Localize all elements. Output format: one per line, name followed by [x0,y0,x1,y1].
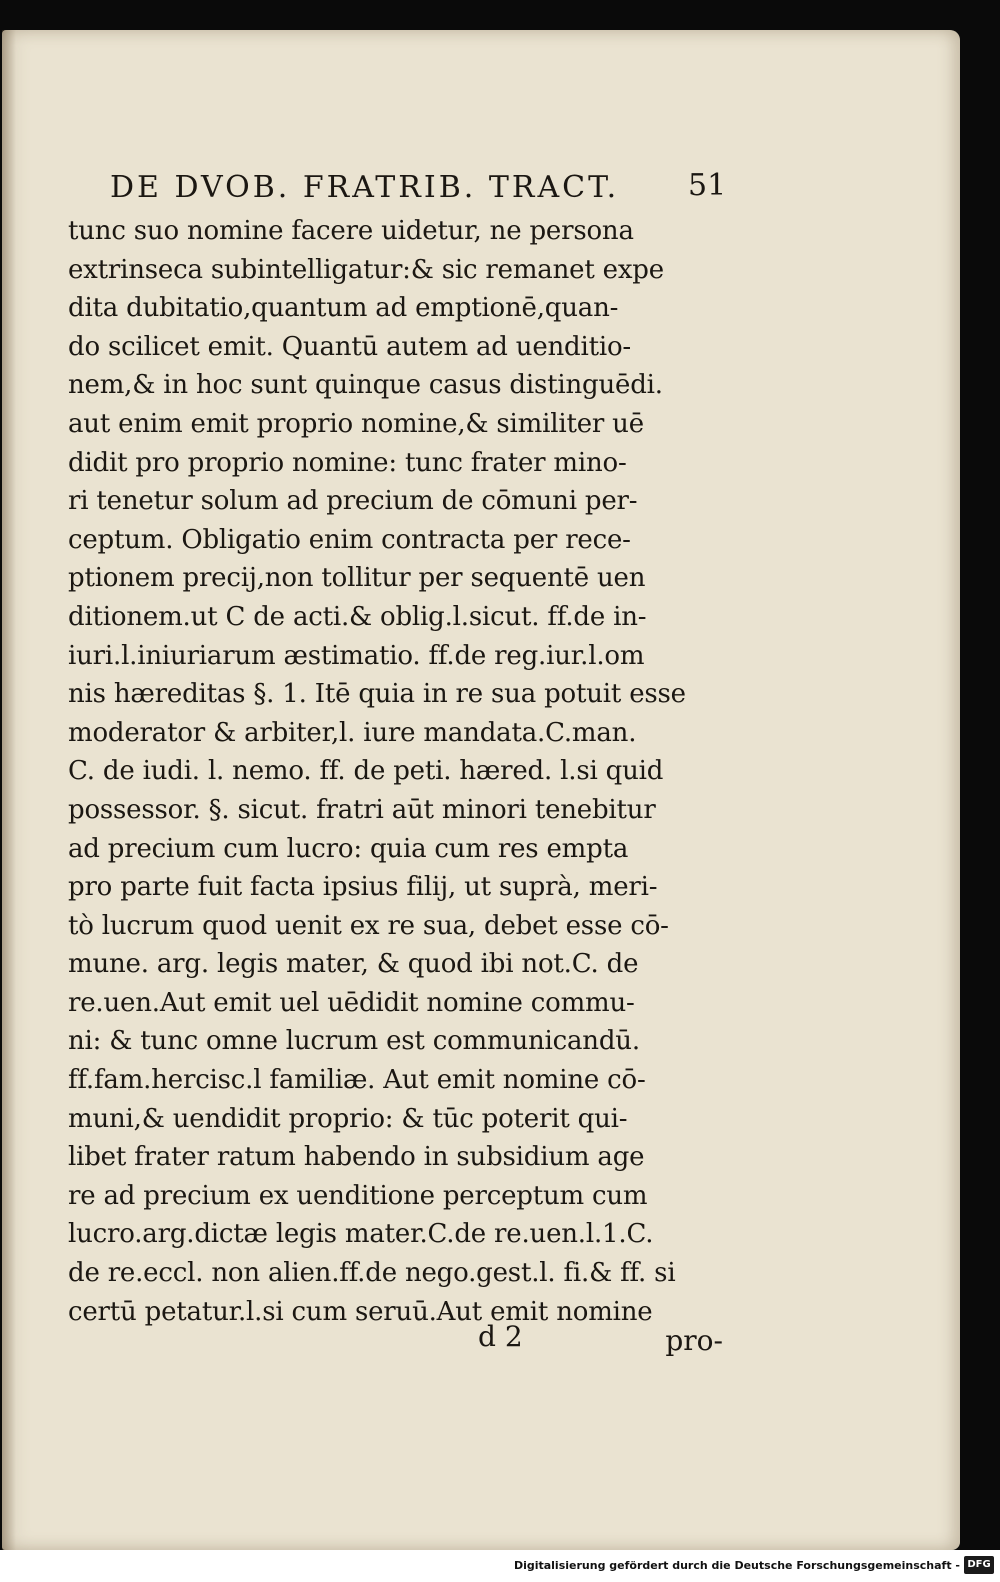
signature-mark: d 2 [478,1320,523,1353]
text-line: nem,& in hoc sunt quinque casus distinguēdi. [68,370,663,401]
text-line: de re.eccl. non alien.ff.de nego.gest.l. fi.& ff. si [68,1258,676,1289]
text-line: dita dubitatio,quantum ad emptionē,quan- [68,293,619,324]
text-line: aut enim emit proprio nomine,& similiter uē [68,408,644,439]
text-line: nis hæreditas §. 1. Itē quia in re sua potuit esse [68,679,686,710]
text-line: iuri.l.iniuriarum æstimatio. ff.de reg.iur.l.om [68,640,645,671]
text-line: C. de iudi. l. nemo. ff. de peti. hæred. l.si quid [68,756,664,787]
text-line: muni,& uendidit proprio: & tūc poterit qui- [68,1103,628,1134]
book-page [2,30,960,1550]
dfg-logo: DFG [964,1556,994,1574]
text-line: lucro.arg.dictæ legis mater.C.de re.uen.l.1.C. [68,1219,654,1250]
text-line: ri tenetur solum ad precium de cōmuni per- [68,486,638,517]
text-line: re ad precium ex uenditione perceptum cum [68,1180,648,1211]
text-line: ditionem.ut C de acti.& oblig.l.sicut. ff.de in- [68,601,647,632]
funding-notice: Digitalisierung gefördert durch die Deutsche Forschungsgemeinschaft - [513,1559,960,1572]
text-line: tò lucrum quod uenit ex re sua, debet esse cō- [68,910,669,941]
text-line: mune. arg. legis mater, & quod ibi not.C. de [68,949,639,980]
page-footer-marks [68,1320,723,1360]
text-line: extrinseca subintelligatur:& sic remanet expe [68,254,664,285]
text-line: ad precium cum lucro: quia cum res empta [68,833,629,864]
text-line: ni: & tunc omne lucrum est communicandū. [68,1026,640,1057]
text-line: ptionem precij,non tollitur per sequentē uen [68,563,646,594]
text-line: pro parte fuit facta ipsius filij, ut suprà, meri- [68,872,658,903]
text-line: moderator & arbiter,l. iure mandata.C.man. [68,717,637,748]
catchword: pro- [665,1324,723,1357]
text-line: do scilicet emit. Quantū autem ad uenditio- [68,331,632,362]
running-head: DE DVOB. FRATRIB. TRACT. [110,170,620,205]
text-line: ff.fam.hercisc.l familiæ. Aut emit nomine cō- [68,1065,646,1096]
text-line: libet frater ratum habendo in subsidium age [68,1142,645,1173]
text-line: didit pro proprio nomine: tunc frater mino- [68,447,627,478]
digitization-footer [0,1550,1000,1582]
body-text [68,212,723,1331]
text-line: re.uen.Aut emit uel uēdidit nomine commu- [68,987,635,1018]
text-line: ceptum. Obligatio enim contracta per rece- [68,524,631,555]
text-line: certū petatur.l.si cum seruū.Aut emit nomine [68,1296,653,1327]
page-number: 51 [688,168,727,203]
text-line: possessor. §. sicut. fratri aūt minori tenebitur [68,794,656,825]
text-line: tunc suo nomine facere uidetur, ne persona [68,216,634,246]
